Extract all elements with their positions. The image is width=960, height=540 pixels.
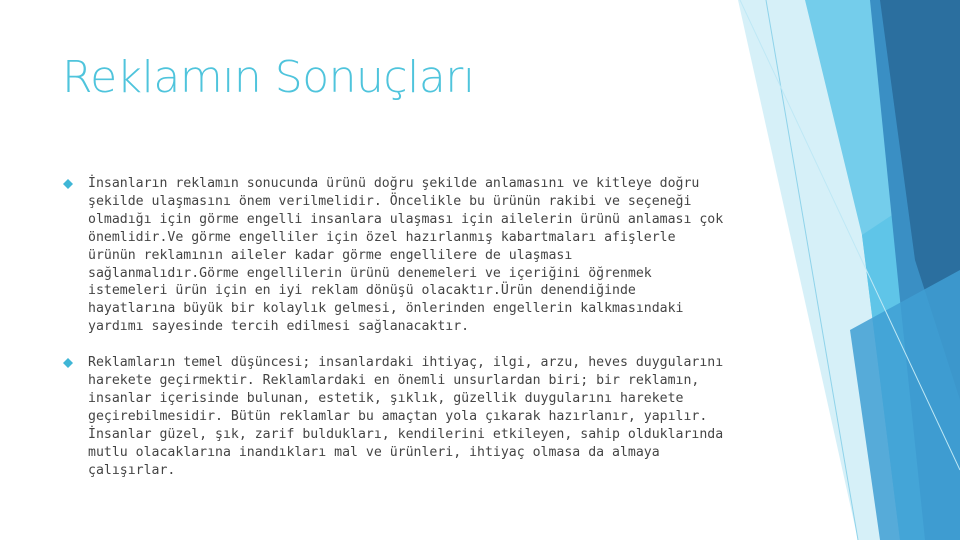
diamond-bullet-icon (63, 358, 73, 368)
diamond-bullet-icon (63, 179, 73, 189)
bullet-list (62, 175, 727, 498)
bullet-text: İnsanların reklamın sonucunda ürünü doğru şekilde anlamasını ve kitleye doğru şekilde ulaşmasını önem verilmelidir. Öncelikle bu ürünün rakibi ve seçeneği olmadığı için görme engelli insanlara ulaşması için ailelerin ürünü anlaması çok önemlidir.Ve görme engelliler için özel hazırlanmış kabartmaları afişlerle ürünün reklamının aileler kadar görme engellilere de ulaşması sağlanmalıdır.Görme engellilerin ürünü denemeleri ve içeriğini öğrenmek istemeleri ürün için en iyi reklam dönüşü olacaktır.Ürün denendiğinde hayatlarına büyük bir kolaylık gelmesi, önlerinden engellerin kalkmasındaki yardımı sayesinde tercih edilmesi sağlanacaktır. (88, 176, 724, 335)
bullet-item (62, 354, 727, 479)
bullet-text: Reklamların temel düşüncesi; insanlardaki ihtiyaç, ilgi, arzu, heves duygularını harekete geçirmektir. Reklamlardaki en önemli unsurlardan biri; bir reklamın, insanlar içerisinde bulunan, estetik, şıklık, güzellik duygularını harekete geçirebilmesidir. Bütün reklamlar bu amaçtan yola çıkarak hazırlanır, yapılır. İnsanlar güzel, şık, zarif buldukları, kendilerini etkileyen, sahip olduklarında mutlu olacaklarına inandıkları mal ve ürünleri, ihtiyaç olmasa da almaya çalışırlar. (88, 355, 724, 478)
bullet-item (62, 175, 727, 336)
slide-title: Reklamın Sonuçları (62, 52, 475, 103)
